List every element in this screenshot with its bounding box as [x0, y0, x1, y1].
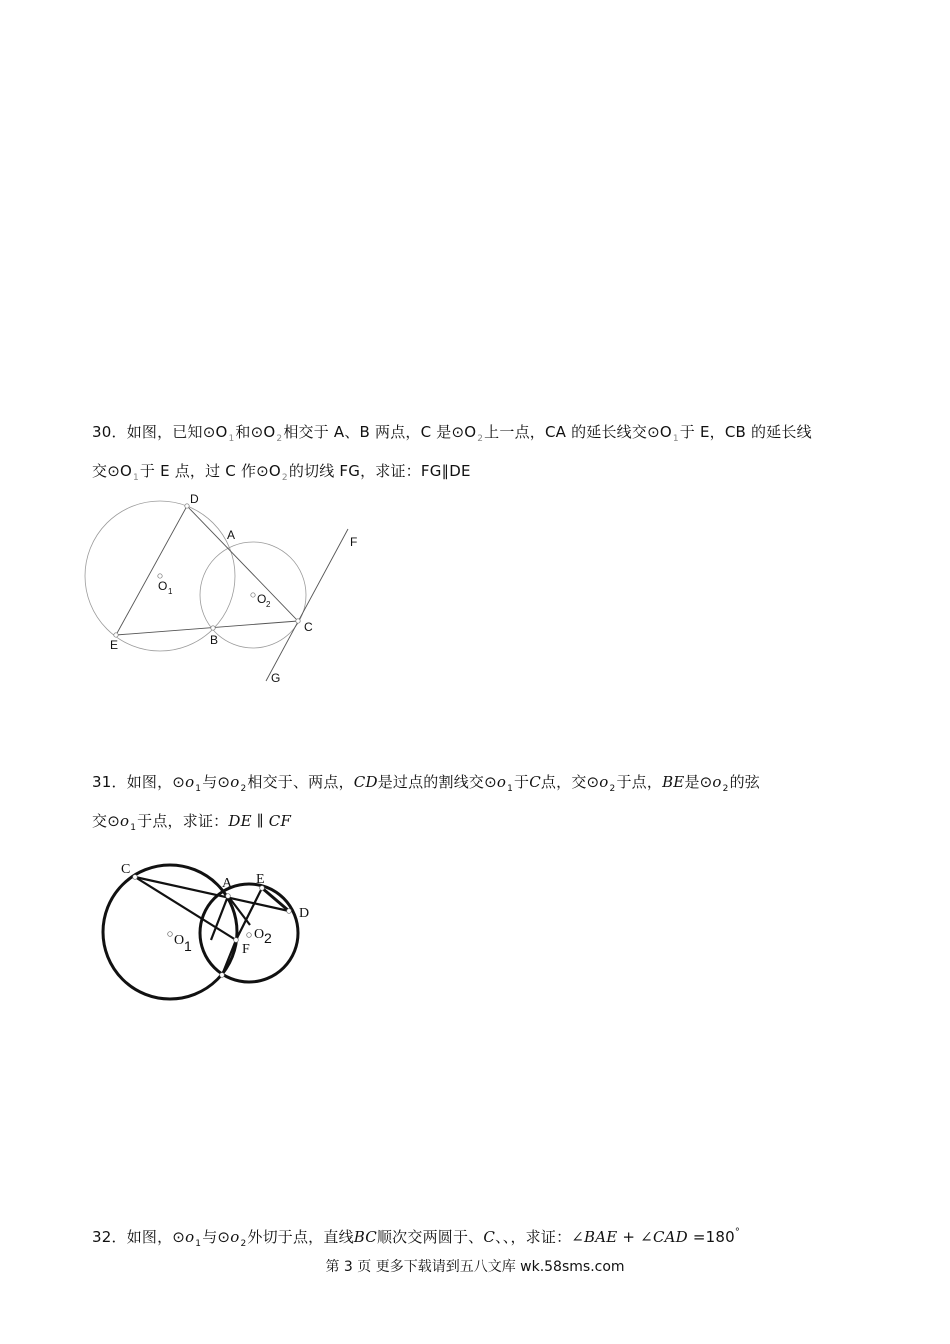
label-o2-sub: 2 [266, 600, 271, 609]
problem-32-text: 与⊙ [202, 1228, 231, 1246]
problem-31-line-1 [92, 764, 872, 803]
subscript: 2 [609, 784, 616, 794]
segment-de [116, 506, 187, 635]
math-operator: =180 [687, 1228, 735, 1246]
problem-32-number: 32． [92, 1228, 127, 1246]
label-o1-sub: 1 [168, 587, 173, 596]
problem-31-text: 交⊙ [92, 812, 120, 830]
problem-31-text: 点，交⊙ [540, 773, 600, 791]
label-o1-sub: 1 [184, 938, 192, 954]
problem-31-text: 如图，⊙ [126, 773, 186, 791]
problem-32-text: 外切于点，直线 [247, 1228, 354, 1246]
subscript: 2 [281, 473, 288, 483]
center-o2 [247, 933, 252, 938]
segment-ec [116, 621, 298, 635]
math-var: o [185, 773, 195, 791]
math-var: BC [353, 1228, 377, 1246]
subscript: 1 [132, 473, 139, 483]
point-d [287, 909, 292, 914]
math-var: o [712, 773, 722, 791]
label-a: A [222, 876, 233, 891]
problem-31-text: 是过点的割线交⊙ [377, 773, 497, 791]
center-o1 [168, 932, 173, 937]
label-o1: O [158, 579, 168, 593]
problem-30-text: 交⊙O [92, 462, 132, 480]
problem-31-text: 的弦 [729, 773, 760, 791]
tangent-fg [266, 529, 348, 681]
problem-31-text: 于点， [616, 773, 663, 791]
label-g: G [271, 671, 281, 685]
label-e: E [256, 872, 265, 887]
problem-30 [92, 414, 872, 492]
label-c: C [121, 862, 131, 877]
problem-30-text: 于 E，CB 的延长线 [679, 423, 812, 441]
page-footer: 第 3 页 更多下载请到五八文库 wk.58sms.com [325, 1259, 625, 1275]
center-o1 [158, 574, 162, 578]
subscript: 1 [228, 434, 235, 444]
problem-32 [92, 1219, 872, 1258]
subscript: 2 [240, 1239, 247, 1249]
label-o2: O [257, 592, 267, 606]
point-a [226, 894, 231, 899]
math-var: o [599, 773, 609, 791]
point-c [133, 875, 138, 880]
subscript: 2 [477, 434, 484, 444]
math-expression: DE ∥ CF [228, 812, 292, 830]
math-var: C [483, 1228, 496, 1246]
subscript: 1 [195, 1239, 202, 1249]
math-operator: + [617, 1228, 641, 1246]
problem-31-text: 相交于、两点， [247, 773, 354, 791]
subscript: 1 [672, 434, 679, 444]
point-c [296, 619, 300, 623]
problem-31 [92, 764, 872, 842]
problem-30-text: 相交于 A、B 两点，C 是⊙O [283, 423, 477, 441]
math-expression: ∠CAD [640, 1228, 688, 1246]
segment-bf [222, 940, 236, 975]
subscript: 2 [722, 784, 729, 794]
math-var: o [119, 812, 130, 830]
figure-31-diagram [95, 856, 325, 1006]
subscript: 2 [240, 784, 247, 794]
subscript: 1 [507, 784, 514, 794]
problem-31-line-2 [92, 803, 872, 842]
problem-30-number: 30． [92, 423, 127, 441]
label-f: F [350, 535, 358, 549]
center-o2 [251, 593, 255, 597]
problem-31-text: 于 [514, 773, 530, 791]
math-var: o [230, 1228, 240, 1246]
label-d: D [190, 492, 199, 506]
label-b: B [210, 633, 219, 647]
point-b [220, 973, 225, 978]
figure-30-diagram [80, 488, 380, 693]
label-o2-sub: 2 [264, 930, 272, 946]
secant-cd [135, 877, 289, 911]
problem-30-text: 和⊙O [235, 423, 276, 441]
math-var: o [230, 773, 240, 791]
math-var: o [185, 1228, 195, 1246]
problem-30-text: 上一点，CA 的延长线交⊙O [484, 423, 672, 441]
math-var: o [496, 773, 507, 791]
label-o1: O [174, 933, 185, 948]
segment-dc [187, 506, 298, 621]
math-var: BE [662, 773, 685, 791]
math-var: CD [353, 773, 378, 791]
problem-31-text: 于点，求证： [137, 812, 229, 830]
problem-32-text: 如图，⊙ [126, 1228, 186, 1246]
problem-31-number: 31． [92, 773, 127, 791]
problem-30-line-2 [92, 453, 872, 492]
problem-31-text: 是⊙ [684, 773, 713, 791]
label-d: D [299, 906, 310, 921]
subscript: 1 [195, 784, 202, 794]
problem-30-text: 于 E 点，过 C 作⊙O [139, 462, 281, 480]
subscript: 1 [130, 823, 137, 833]
label-e: E [110, 638, 119, 652]
problem-30-line-1 [92, 414, 872, 453]
point-f [234, 938, 239, 943]
problem-30-text: 的切线 FG，求证：FG∥DE [288, 462, 471, 480]
label-a: A [227, 528, 236, 542]
label-o2: O [254, 927, 265, 942]
point-b [211, 626, 215, 630]
problem-32-text: 顺次交两圆于、 [376, 1228, 484, 1246]
subscript: 2 [276, 434, 283, 444]
point-e [114, 633, 118, 637]
problem-30-text: 如图，已知⊙O [126, 423, 228, 441]
problem-32-text: 、、，求证： [495, 1228, 572, 1246]
math-var: C [529, 773, 541, 791]
problem-32-line-1 [92, 1219, 872, 1258]
degree-symbol: ° [734, 1227, 741, 1238]
label-f: F [242, 942, 250, 957]
problem-31-text: 与⊙ [202, 773, 231, 791]
math-expression: ∠BAE [571, 1228, 618, 1246]
label-c: C [304, 620, 313, 634]
point-d [185, 504, 189, 508]
